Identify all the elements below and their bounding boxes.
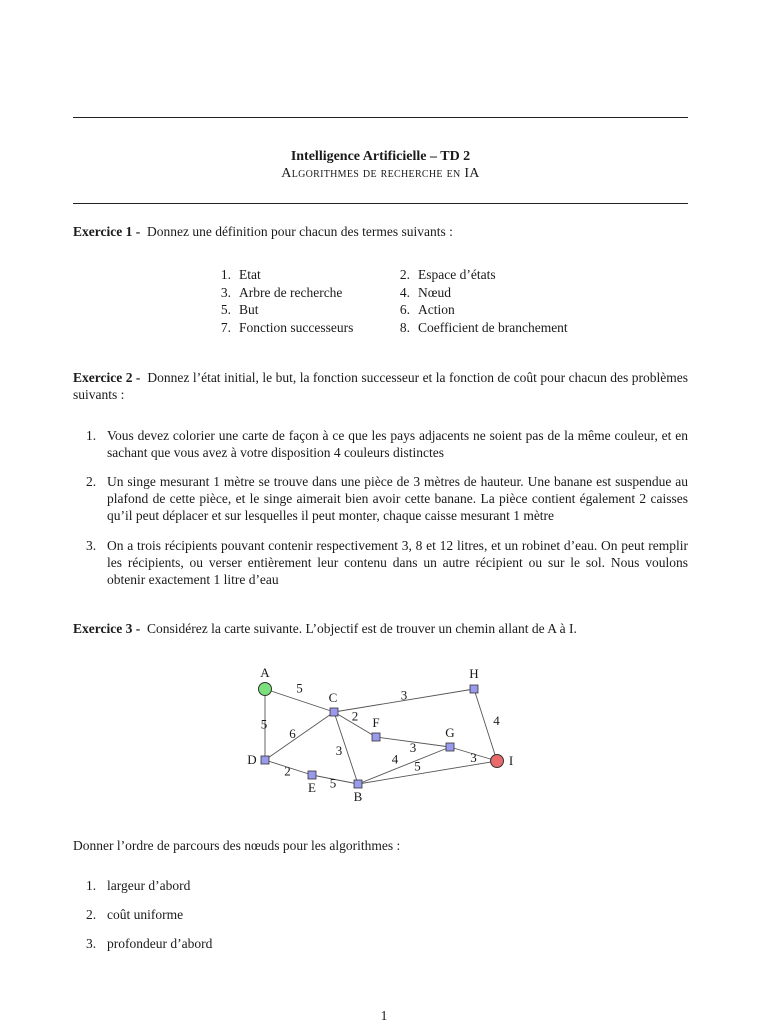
exercise-2-text: Donnez l’état initial, le but, la fonction successeur et la fonction de coût pour chacun des problèmes suivants : [73,370,689,402]
exercise-3-text: Considérez la carte suivante. L’objectif est de trouver un chemin allant de A à I. [146,621,577,636]
node-G [446,743,454,751]
graph-edge-B-G [358,747,450,784]
item-text: On a trois récipients pouvant contenir respectivement 3, 8 et 12 litres, et un robinet d’eau. On peut remplir les récipients, ou verser entièrement leur contenu dans un autre récipient ou sur le sol. Nous voulons obtenir exactement 1 litre d’eau [107,538,688,587]
node-I [491,755,504,768]
exercise-3-statement [73,620,688,637]
edge-weight-H-I: 4 [493,713,500,728]
term-label: Arbre de recherche [239,284,343,300]
terms-row [205,319,568,337]
exercise-2-item [86,427,688,461]
list-item [86,427,688,461]
header-rule [73,203,688,204]
top-rule [73,117,688,118]
terms-row [205,301,568,319]
exercise-1-label: Exercice 1 - [73,224,141,239]
term-number: 6. [399,302,410,317]
edge-weight-E-B: 5 [329,775,337,791]
algorithm-item [86,906,688,923]
edge-weight-C-B: 3 [335,743,343,758]
item-text: Vous devez colorier une carte de façon à ce que les pays adjacents ne soient pas de la même couleur, et en sachant que vous avez à votre disposition 4 couleurs distinctes [107,428,688,460]
term-number: 4. [399,284,410,300]
node-A [259,683,272,696]
edge-weight-C-H: 3 [400,687,408,703]
item-number: 2. [86,474,97,489]
graph-edge-C-D [265,712,334,760]
exercise-3-label: Exercice 3 - [73,621,141,636]
term-number: 2. [399,267,410,282]
exercise-2-statement [73,369,688,403]
item-text: coût uniforme [107,907,184,922]
node-label-G: G [445,725,455,740]
edge-weight-F-G: 3 [409,740,417,755]
edge-weight-C-F: 2 [351,708,359,724]
list-item [86,473,688,524]
term-label: Etat [239,267,261,282]
list-item [86,537,688,588]
node-D [261,756,269,764]
exercise-2-item [86,473,688,524]
terms-list [205,266,568,336]
edge-weight-A-D: 5 [260,716,268,732]
term-label: Fonction successeurs [239,319,354,335]
node-label-D: D [247,752,257,767]
item-number: 1. [86,428,97,443]
terms-row [205,266,568,284]
term-label: Nœud [418,284,451,300]
terms-row [205,284,568,302]
term-number: 1. [220,267,231,282]
question-text: Donner l’ordre de parcours des nœuds pour les algorithmes : [73,838,401,853]
node-label-C: C [328,690,338,705]
node-label-F: F [372,715,380,730]
list-item [86,906,688,923]
item-number: 3. [86,538,97,553]
node-C [330,708,338,716]
edge-weight-A-C: 5 [296,680,303,696]
term-label: Espace d’états [418,267,496,282]
term-label: Action [418,302,455,317]
term-number: 7. [220,319,231,335]
edge-weight-B-G: 4 [391,751,399,767]
exercise-2-label: Exercice 2 - [73,370,141,385]
algorithm-item [86,935,688,952]
edge-weight-B-I: 5 [414,758,421,774]
page-number: 1 [380,1008,388,1023]
node-label-I: I [508,753,514,768]
edge-weight-G-I: 3 [470,750,477,765]
term-number: 5. [220,302,231,317]
exercise-1-text: Donnez une définition pour chacun des termes suivants : [146,224,453,239]
item-number: 2. [86,907,97,922]
item-number: 1. [86,878,97,893]
node-label-B: B [353,789,363,804]
graph-weights [261,681,501,791]
edge-weight-C-D: 6 [289,726,296,741]
list-item [86,935,688,952]
node-E [308,771,316,779]
item-text: Un singe mesurant 1 mètre se trouve dans une pièce de 3 mètres de hauteur. Une banane est suspendue au plafond de cette pièce, et le singe aimerait bien avoir cette banane. La pièce contient également 2 caisses qu’il peut déplacer et sur lesquelles il peut monter, chaque caisse mesurant 1 mètre [107,474,688,523]
term-number: 3. [220,284,231,300]
node-label-E: E [308,780,316,795]
item-text: largeur d’abord [107,878,191,893]
item-text: profondeur d’abord [107,936,213,951]
exercise-1-statement [73,223,688,240]
term-number: 8. [399,319,410,335]
item-number: 3. [86,936,97,951]
page-title: Intelligence Artificielle – TD 2 [290,149,471,164]
node-label-H: H [469,666,479,681]
node-H [470,685,478,693]
algorithm-item [86,877,688,894]
node-B [354,780,362,788]
node-label-A: A [260,665,270,680]
term-label: Coefficient de branchement [418,319,568,335]
exercise-2-item [86,537,688,588]
graph-diagram [238,662,528,810]
page-subtitle: Algorithmes de recherche en IA [281,166,480,181]
node-F [372,733,380,741]
list-item [86,877,688,894]
graph-edges [265,689,497,784]
term-label: But [239,302,259,317]
edge-weight-D-E: 2 [284,763,291,779]
